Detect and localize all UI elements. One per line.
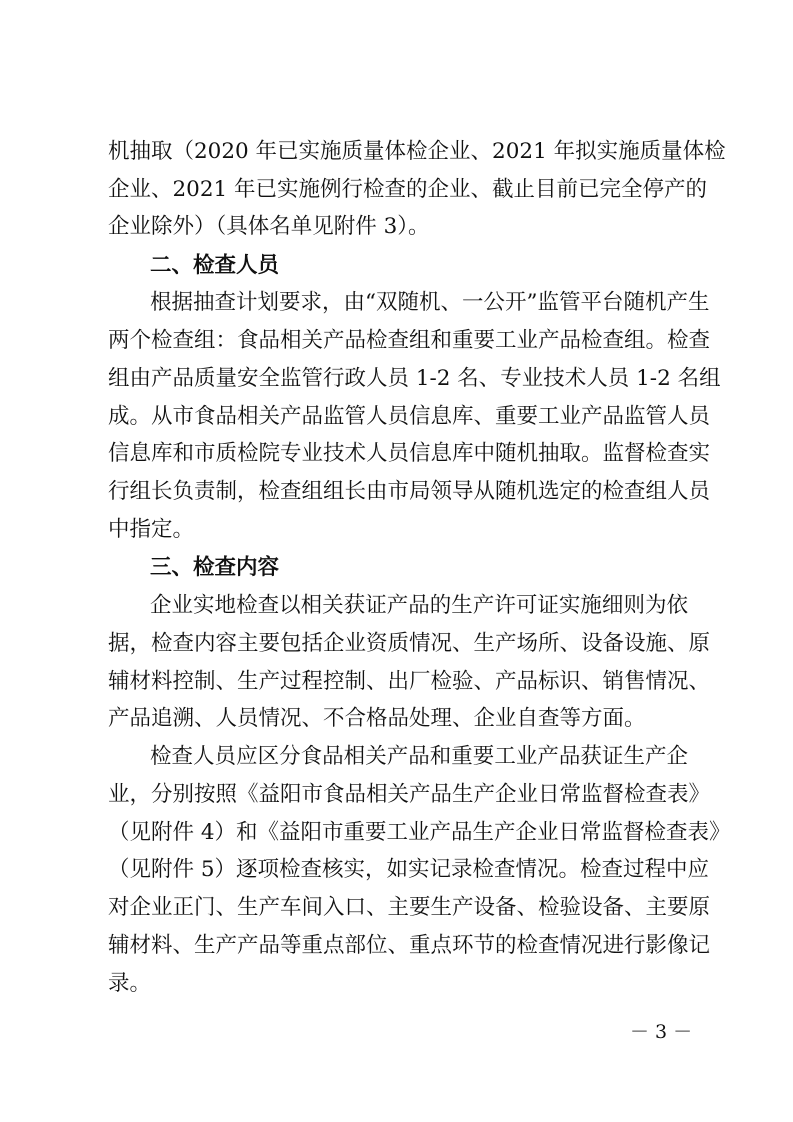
content-p2-line-5: 对企业正门、生产车间入口、主要生产设备、检验设备、主要原: [108, 895, 711, 920]
content-p2-line-7: 录。: [108, 971, 152, 996]
page-number: － 3 －: [630, 1021, 693, 1043]
content-line-2: 据，检查内容主要包括企业资质情况、生产场所、设备设施、原: [108, 631, 711, 656]
inspectors-line-3: 组由产品质量安全监管行政人员 1-2 名、专业技术人员 1-2 名组: [108, 366, 721, 391]
intro-line-2: 企业、2021 年已实施例行检查的企业、截止目前已完全停产的: [108, 177, 708, 202]
content-p2-line-6: 辅材料、生产产品等重点部位、重点环节的检查情况进行影像记: [108, 933, 711, 958]
intro-line-3: 企业除外）（具体名单见附件 3）。: [108, 214, 430, 239]
inspectors-line-4: 成。从市食品相关产品监管人员信息库、重要工业产品监管人员: [108, 404, 711, 429]
content-p2-line-1: 检查人员应区分食品相关产品和重要工业产品获证生产企: [150, 744, 688, 769]
inspectors-line-6: 行组长负责制，检查组组长由市局领导从随机选定的检查组人员: [108, 479, 711, 504]
content-line-4: 产品追溯、人员情况、不合格品处理、企业自查等方面。: [108, 706, 646, 731]
content-line-3: 辅材料控制、生产过程控制、出厂检验、产品标识、销售情况、: [108, 669, 711, 694]
section-heading-inspectors: 二、检查人员: [150, 253, 280, 278]
inspectors-line-7: 中指定。: [108, 517, 195, 542]
inspectors-line-5: 信息库和市质检院专业技术人员信息库中随机抽取。监督检查实: [108, 441, 711, 466]
content-p2-line-4: （见附件 5）逐项检查核实，如实记录检查情况。检查过程中应: [108, 857, 710, 882]
content-line-1: 企业实地检查以相关获证产品的生产许可证实施细则为依: [150, 593, 688, 618]
inspectors-line-1: 根据抽查计划要求，由“双随机、一公开”监管平台随机产生: [150, 290, 710, 315]
section-heading-content: 三、检查内容: [150, 555, 280, 580]
intro-line-1: 机抽取（2020 年已实施质量体检企业、2021 年拟实施质量体检: [108, 139, 726, 164]
content-p2-line-3: （见附件 4）和《益阳市重要工业产品生产企业日常监督检查表》: [108, 820, 731, 845]
content-p2-line-2: 业，分别按照《益阳市食品相关产品生产企业日常监督检查表》: [108, 782, 711, 807]
inspectors-line-2: 两个检查组：食品相关产品检查组和重要工业产品检查组。检查: [108, 328, 711, 353]
